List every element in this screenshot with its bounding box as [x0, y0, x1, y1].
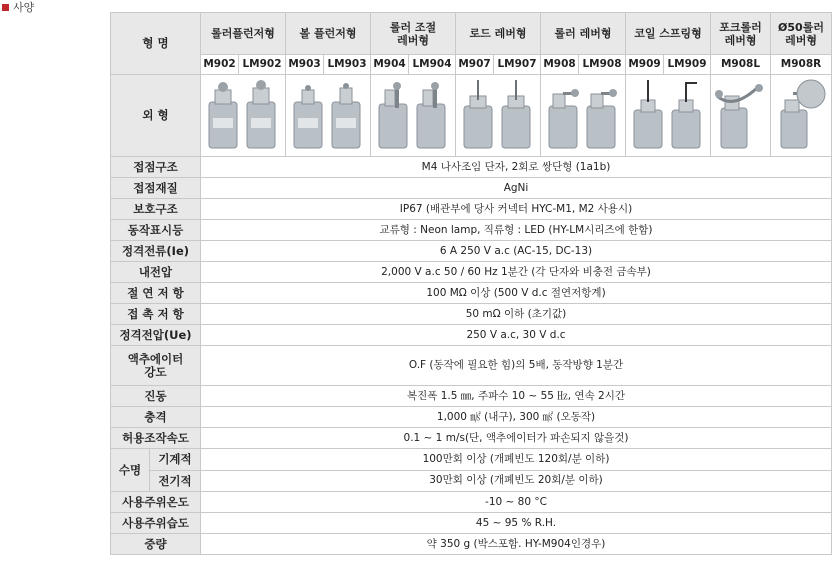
spec-value: M4 나사조임 단자, 2회로 쌍단형 (1a1b): [201, 157, 832, 178]
model-code: M908R: [771, 55, 832, 75]
life-label-cell: [111, 449, 201, 492]
group-header: 코일 스프링형: [626, 13, 711, 55]
spec-value: 6 A 250 V a.c (AC-15, DC-13): [201, 241, 832, 262]
type-label: 형 명: [111, 13, 201, 75]
spec-value: 1,000 ㎨ (내구), 300 ㎨ (오동작): [201, 407, 832, 428]
spec-label: 절 연 저 항: [111, 283, 201, 304]
spec-label: 액추에이터 강도: [111, 346, 201, 386]
group-header: 롤러플런저형: [201, 13, 286, 55]
spec-row: [111, 428, 832, 449]
spec-label: 사용주위습도: [111, 513, 201, 534]
spec-row: [111, 157, 832, 178]
life-mechanical-row: [111, 449, 832, 471]
spec-row: [111, 386, 832, 407]
spec-value: O.F (동작에 필요한 힘)의 5배, 동작방향 1분간: [201, 346, 832, 386]
spec-row: [111, 220, 832, 241]
spec-label: 동작표시등: [111, 220, 201, 241]
appearance-label: 외 형: [111, 75, 201, 157]
spec-label: 충격: [111, 407, 201, 428]
spec-row: [111, 492, 832, 513]
spec-row: [111, 199, 832, 220]
model-code: LM902: [239, 55, 286, 75]
spec-label: 내전압: [111, 262, 201, 283]
spec-row: [111, 346, 832, 386]
group-header: Ø50롤러 레버형: [771, 13, 832, 55]
product-photo-roller-plunger: [201, 75, 286, 157]
product-photo-ball-plunger: [286, 75, 371, 157]
life-electrical-label: 전기적: [158, 474, 192, 488]
spec-value: 교류형 : Neon lamp, 직류형 : LED (HY-LM시리즈에 한함): [201, 220, 832, 241]
spec-value: IP67 (배관부에 당사 커넥터 HYC-M1, M2 사용시): [201, 199, 832, 220]
spec-value: 50 mΩ 이하 (초기값): [201, 304, 832, 325]
spec-row: [111, 304, 832, 325]
spec-value: AgNi: [201, 178, 832, 199]
life-mechanical-label: 기계적: [150, 449, 200, 471]
spec-value: -10 ~ 80 °C: [201, 492, 832, 513]
section-title: [2, 0, 34, 14]
spec-label: 중량: [111, 534, 201, 555]
spec-label: 허용조작속도: [111, 428, 201, 449]
life-mechanical-value: 100만회 이상 (개폐빈도 120회/분 이하): [201, 449, 832, 471]
spec-value: 0.1 ~ 1 m/s(단, 액추에이터가 파손되지 않을것): [201, 428, 832, 449]
spec-label: 접점구조: [111, 157, 201, 178]
group-header: 롤러 레버형: [541, 13, 626, 55]
bullet-square-icon: [2, 4, 9, 11]
product-photo-roller-adjustable-lever: [371, 75, 456, 157]
spec-value: 복진폭 1.5 ㎜, 주파수 10 ~ 55 ㎐, 연속 2시간: [201, 386, 832, 407]
model-code: M902: [201, 55, 239, 75]
spec-label: 접점재질: [111, 178, 201, 199]
header-group-row: [111, 13, 832, 55]
model-code: M908L: [711, 55, 771, 75]
spec-label: 정격전류(Ie): [111, 241, 201, 262]
spec-row: [111, 262, 832, 283]
spec-row: [111, 178, 832, 199]
section-title-text: 사양: [13, 1, 35, 14]
spec-row: [111, 283, 832, 304]
product-photo-fork-roller-lever: [711, 75, 771, 157]
model-code: M904: [371, 55, 409, 75]
model-row: [111, 55, 832, 75]
model-code: M908: [541, 55, 579, 75]
group-header: 로드 레버형: [456, 13, 541, 55]
group-header: 포크롤러 레버형: [711, 13, 771, 55]
spec-label: 정격전압(Ue): [111, 325, 201, 346]
spec-row: [111, 241, 832, 262]
spec-label: 진동: [111, 386, 201, 407]
life-electrical-value: 30만회 이상 (개폐빈도 20회/분 이하): [201, 470, 832, 492]
model-code: LM908: [579, 55, 626, 75]
model-code: M907: [456, 55, 494, 75]
model-code: M909: [626, 55, 664, 75]
spec-row: [111, 513, 832, 534]
spec-value: 100 MΩ 이상 (500 V d.c 절연저항계): [201, 283, 832, 304]
model-code: LM904: [409, 55, 456, 75]
life-label: 수명: [111, 449, 150, 491]
spec-value: 45 ~ 95 % R.H.: [201, 513, 832, 534]
life-electrical-row: [111, 470, 832, 492]
spec-row: [111, 534, 832, 555]
spec-value: 250 V a.c, 30 V d.c: [201, 325, 832, 346]
spec-label: 보호구조: [111, 199, 201, 220]
model-code: LM903: [324, 55, 371, 75]
product-photo-50-roller-lever: [771, 75, 832, 157]
group-header: 볼 플런저형: [286, 13, 371, 55]
spec-table: [110, 12, 832, 555]
group-header: 롤러 조절 레버형: [371, 13, 456, 55]
product-photo-coil-spring: [626, 75, 711, 157]
spec-label: 사용주위온도: [111, 492, 201, 513]
model-code: M903: [286, 55, 324, 75]
spec-value: 약 350 g (박스포함. HY-M904인경우): [201, 534, 832, 555]
product-photo-rod-lever: [456, 75, 541, 157]
model-code: LM907: [494, 55, 541, 75]
product-photo-roller-lever: [541, 75, 626, 157]
model-code: LM909: [664, 55, 711, 75]
spec-label: 접 촉 저 항: [111, 304, 201, 325]
appearance-row: [111, 75, 832, 157]
spec-value: 2,000 V a.c 50 / 60 Hz 1분간 (각 단자와 비충전 금속부): [201, 262, 832, 283]
spec-row: [111, 325, 832, 346]
spec-row: [111, 407, 832, 428]
